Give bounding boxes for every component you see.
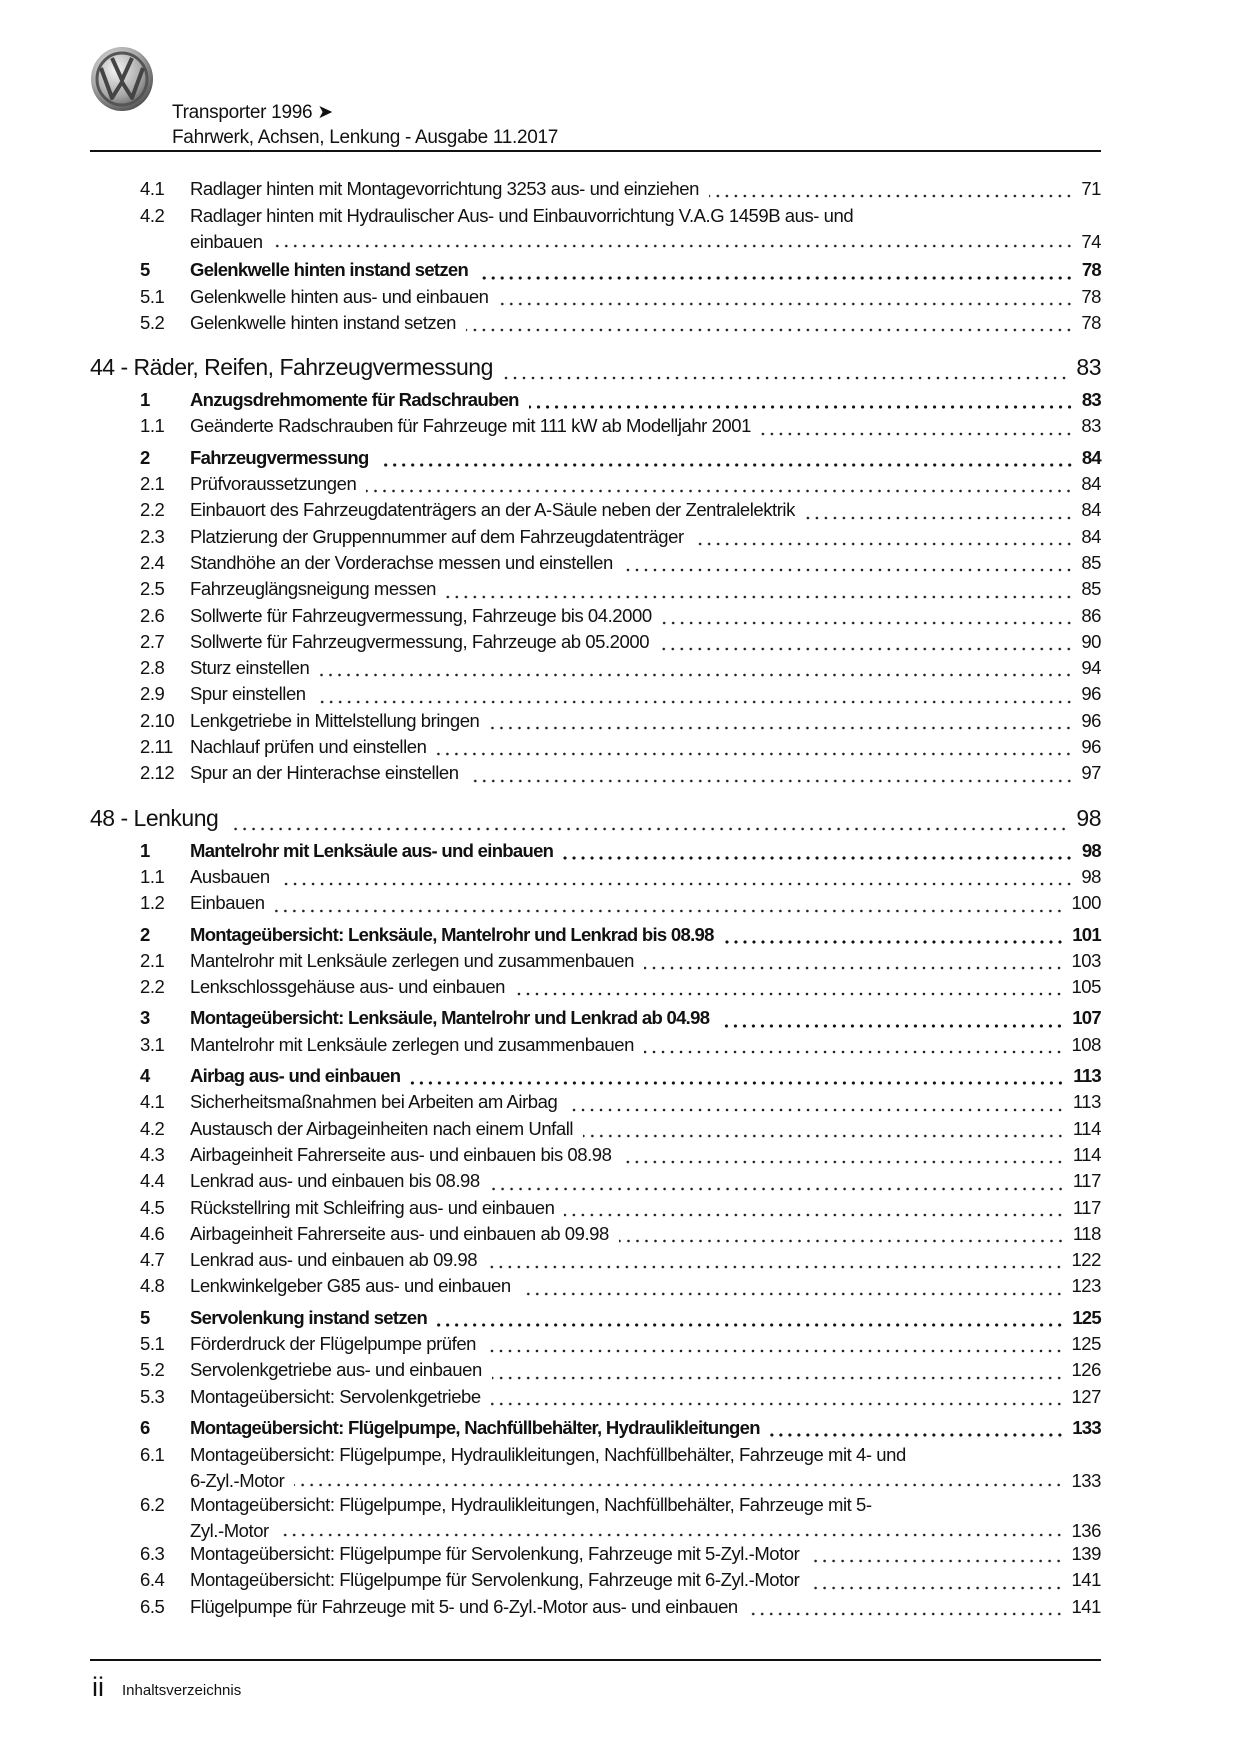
entry-title: Montageübersicht: Flügelpumpe, Nachfüllbehälter, Hydraulikleitungen <box>190 1416 760 1438</box>
entry-title: Standhöhe an der Vorderachse messen und einstellen <box>190 551 613 573</box>
entry-page[interactable]: 103 <box>1071 949 1101 971</box>
entry-page[interactable]: 117 <box>1072 1170 1101 1192</box>
entry-number: 6.2 <box>140 1494 165 1516</box>
dot-leader <box>623 550 1073 576</box>
toc-entry-item[interactable] <box>90 176 1101 202</box>
toc-entry-item[interactable] <box>90 864 1101 890</box>
entry-page[interactable]: 78 <box>1081 285 1101 307</box>
toc-entry-item[interactable] <box>90 524 1101 550</box>
entry-number: 6 <box>140 1416 150 1438</box>
dot-leader <box>492 1358 1064 1384</box>
entry-number: 6.1 <box>140 1444 165 1466</box>
entry-page[interactable]: 84 <box>1081 525 1101 547</box>
toc-entry-item[interactable] <box>90 1273 1101 1299</box>
dot-leader <box>809 1541 1063 1567</box>
toc-entry-item[interactable] <box>90 1116 1101 1142</box>
toc-entry-item[interactable] <box>90 890 1101 916</box>
entry-title: Montageübersicht: Flügelpumpe für Servolenkung, Fahrzeuge mit 5-Zyl.-Motor <box>190 1543 800 1565</box>
dot-leader <box>228 807 1068 833</box>
dot-leader <box>563 838 1074 864</box>
dot-leader <box>748 1594 1064 1620</box>
entry-title: Airbag aus- und einbauen <box>190 1065 401 1087</box>
dot-leader <box>466 310 1073 336</box>
dot-leader <box>275 891 1064 917</box>
dot-leader <box>770 1415 1064 1441</box>
entry-number: 5.3 <box>140 1385 165 1407</box>
toc-entry-section[interactable] <box>90 838 1101 864</box>
entry-title: Gelenkwelle hinten instand setzen <box>190 259 469 281</box>
entry-number: 4.1 <box>140 1091 165 1113</box>
entry-number: 2.8 <box>140 657 165 679</box>
entry-number: 4.4 <box>140 1170 165 1192</box>
toc-entry-item[interactable] <box>90 974 1101 1000</box>
entry-number: 1.2 <box>140 892 165 914</box>
dot-leader <box>644 948 1064 974</box>
entry-title: Montageübersicht: Lenksäule, Mantelrohr und Lenkrad ab 04.98 <box>190 1007 710 1029</box>
entry-title: Einbauen <box>190 892 265 914</box>
toc-entry-item[interactable] <box>90 550 1101 576</box>
entry-title: Mantelrohr mit Lenksäule zerlegen und zusammenbauen <box>190 949 634 971</box>
entry-page[interactable]: 122 <box>1071 1249 1101 1271</box>
footer-divider <box>90 1659 1101 1661</box>
toc-entry-section[interactable] <box>90 1005 1101 1031</box>
dot-leader <box>469 761 1074 787</box>
entry-number: 5.1 <box>140 285 165 307</box>
entry-page[interactable]: 85 <box>1081 578 1101 600</box>
toc-entry-item[interactable] <box>90 708 1101 734</box>
entry-title-continued: 6-Zyl.-Motor <box>190 1470 285 1492</box>
toc-entry-chapter[interactable] <box>90 352 1101 382</box>
toc-entry-item[interactable] <box>90 202 1101 252</box>
entry-page[interactable]: 123 <box>1071 1275 1101 1297</box>
entry-number: 4.2 <box>140 205 165 227</box>
entry-page[interactable]: 78 <box>1081 259 1101 281</box>
entry-number: 6.4 <box>140 1569 165 1591</box>
dot-leader <box>478 258 1074 284</box>
toc-entry-item[interactable] <box>90 734 1101 760</box>
toc-entry-item[interactable] <box>90 284 1101 310</box>
entry-number: 2.10 <box>140 709 175 731</box>
entry-title: Montageübersicht: Lenksäule, Mantelrohr und Lenkrad bis 08.98 <box>190 923 714 945</box>
header-title: Transporter 1996 ➤ <box>172 102 333 123</box>
header-divider <box>90 150 1101 152</box>
toc-entry-item[interactable] <box>90 1168 1101 1194</box>
toc-entry-item[interactable] <box>90 497 1101 523</box>
entry-title: Fahrzeugvermessung <box>190 446 369 468</box>
toc-entry-item[interactable] <box>90 1195 1101 1221</box>
toc-entry-item[interactable] <box>90 1032 1101 1058</box>
entry-page[interactable]: 94 <box>1081 657 1101 679</box>
dot-leader <box>694 524 1074 550</box>
toc-entry-item[interactable] <box>90 1357 1101 1383</box>
entry-title: Fahrzeuglängsneigung messen <box>190 578 436 600</box>
dot-leader <box>446 577 1073 603</box>
entry-page[interactable]: 71 <box>1081 178 1101 199</box>
toc-entry-item[interactable] <box>90 1491 1101 1541</box>
toc-entry-section[interactable] <box>90 922 1101 948</box>
dot-leader <box>521 1274 1064 1300</box>
entry-title: Sollwerte für Fahrzeugvermessung, Fahrzeuge ab 05.2000 <box>190 630 650 652</box>
entry-title: Rückstellring mit Schleifring aus- und einbauen <box>190 1196 555 1218</box>
toc-entry-continuation[interactable] <box>90 226 1101 252</box>
dot-leader <box>379 445 1074 471</box>
entry-page[interactable]: 114 <box>1072 1117 1101 1139</box>
entry-number: 2.2 <box>140 499 165 521</box>
dot-leader <box>515 974 1063 1000</box>
dot-leader <box>499 284 1074 310</box>
toc-entry-item[interactable] <box>90 681 1101 707</box>
toc-entry-section[interactable] <box>90 1063 1101 1089</box>
entry-page[interactable]: 84 <box>1081 499 1101 521</box>
toc-entry-item[interactable] <box>90 1247 1101 1273</box>
entry-number: 2.3 <box>140 525 165 547</box>
entry-page[interactable]: 101 <box>1072 923 1101 945</box>
dot-leader <box>319 655 1073 681</box>
entry-number: 6.3 <box>140 1543 165 1565</box>
dot-leader <box>724 922 1064 948</box>
entry-page[interactable]: 84 <box>1081 446 1101 468</box>
toc-entry-first-line <box>90 1491 1101 1515</box>
entry-number: 4.5 <box>140 1196 165 1218</box>
dot-leader <box>280 864 1074 890</box>
entry-title: Airbageinheit Fahrerseite aus- und einbauen bis 08.98 <box>190 1143 612 1165</box>
entry-title: Lenkschlossgehäuse aus- und einbauen <box>190 976 505 998</box>
entry-number: 2.9 <box>140 683 165 705</box>
entry-title: Mantelrohr mit Lenksäule aus- und einbauen <box>190 839 554 861</box>
toc-entry-section[interactable] <box>90 445 1101 471</box>
toc-entry-item[interactable] <box>90 1567 1101 1593</box>
entry-title: Airbageinheit Fahrerseite aus- und einbauen ab 09.98 <box>190 1222 609 1244</box>
entry-number: 5.2 <box>140 311 165 333</box>
entry-title: Nachlauf prüfen und einstellen <box>190 736 427 758</box>
toc-entry-section[interactable] <box>90 387 1101 413</box>
entry-number: 1 <box>140 839 150 861</box>
dot-leader <box>567 1090 1065 1116</box>
entry-page[interactable]: 139 <box>1071 1543 1101 1565</box>
entry-title: Montageübersicht: Servolenkgetriebe <box>190 1385 481 1407</box>
entry-title: Servolenkgetriebe aus- und einbauen <box>190 1359 482 1381</box>
entry-title: Sollwerte für Fahrzeugvermessung, Fahrzeuge bis 04.2000 <box>190 604 652 626</box>
toc-entry-item[interactable] <box>90 629 1101 655</box>
toc-entry-item[interactable] <box>90 471 1101 497</box>
entry-page[interactable]: 100 <box>1071 892 1101 914</box>
entry-number: 4.7 <box>140 1249 165 1271</box>
entry-title: Gelenkwelle hinten aus- und einbauen <box>190 285 489 307</box>
entry-title: Lenkrad aus- und einbauen bis 08.98 <box>190 1170 480 1192</box>
toc-entry-chapter[interactable] <box>90 803 1101 833</box>
entry-page[interactable]: 127 <box>1071 1385 1101 1407</box>
entry-title: Montageübersicht: Flügelpumpe, Hydraulikleitungen, Nachfüllbehälter, Fahrzeuge mit 5- <box>190 1494 872 1516</box>
entry-title: 44 - Räder, Reifen, Fahrzeugvermessung <box>90 354 493 381</box>
entry-number: 2.1 <box>140 949 165 971</box>
entry-page[interactable]: 84 <box>1081 473 1101 495</box>
dot-leader <box>294 1465 1063 1491</box>
entry-title: Montageübersicht: Flügelpumpe für Servolenkung, Fahrzeuge mit 6-Zyl.-Motor <box>190 1569 800 1591</box>
entry-number: 4.6 <box>140 1222 165 1244</box>
entry-page[interactable]: 118 <box>1072 1222 1101 1244</box>
toc-entry-section[interactable] <box>90 257 1101 283</box>
entry-number: 2.1 <box>140 473 165 495</box>
entry-title: Lenkwinkelgeber G85 aus- und einbauen <box>190 1275 511 1297</box>
entry-number: 2.6 <box>140 604 165 626</box>
entry-page[interactable]: 83 <box>1081 415 1101 437</box>
entry-title: Einbauort des Fahrzeugdatenträgers an der A-Säule neben der Zentralelektrik <box>190 499 795 521</box>
entry-number: 2.5 <box>140 578 165 600</box>
toc-entry-item[interactable] <box>90 1331 1101 1357</box>
footer-page-number: ii <box>92 1672 104 1702</box>
entry-number: 4.3 <box>140 1143 165 1165</box>
entry-number: 3.1 <box>140 1033 165 1055</box>
entry-number: 2.7 <box>140 630 165 652</box>
toc-entry-item[interactable] <box>90 310 1101 336</box>
entry-page[interactable]: 141 <box>1071 1595 1101 1617</box>
toc-entry-item[interactable] <box>90 413 1101 439</box>
entry-page[interactable]: 105 <box>1071 976 1101 998</box>
entry-number: 2 <box>140 446 150 468</box>
entry-page[interactable]: 96 <box>1081 736 1101 758</box>
entry-page[interactable]: 114 <box>1072 1143 1101 1165</box>
toc-entry-item[interactable] <box>90 948 1101 974</box>
entry-page[interactable]: 136 <box>1071 1520 1101 1542</box>
toc-entry-section[interactable] <box>90 1415 1101 1441</box>
entry-page[interactable]: 133 <box>1072 1416 1101 1438</box>
dot-leader <box>529 387 1074 413</box>
entry-title: Förderdruck der Flügelpumpe prüfen <box>190 1332 476 1354</box>
entry-title: Spur an der Hinterachse einstellen <box>190 762 459 784</box>
entry-number: 4.1 <box>140 178 165 199</box>
entry-page[interactable]: 86 <box>1081 604 1101 626</box>
dot-leader <box>486 1331 1063 1357</box>
dot-leader <box>436 734 1073 760</box>
entry-number: 2 <box>140 923 150 945</box>
toc-entry-item[interactable] <box>90 603 1101 629</box>
entry-title: Radlager hinten mit Hydraulischer Aus- und Einbauvorrichtung V.A.G 1459B aus- und <box>190 205 854 227</box>
dot-leader <box>410 1063 1065 1089</box>
entry-title: Servolenkung instand setzen <box>190 1306 428 1328</box>
entry-page[interactable]: 98 <box>1076 804 1101 831</box>
toc-entry-item[interactable] <box>90 1142 1101 1168</box>
entry-page[interactable]: 126 <box>1071 1359 1101 1381</box>
entry-number: 2.11 <box>140 736 173 758</box>
dot-leader <box>273 226 1074 252</box>
dot-leader <box>761 414 1073 440</box>
entry-title: Austausch der Airbageinheiten nach einem Unfall <box>190 1117 574 1139</box>
entry-title: Anzugsdrehmomente für Radschrauben <box>190 389 519 411</box>
dot-leader <box>809 1568 1063 1594</box>
entry-page[interactable]: 83 <box>1081 389 1101 411</box>
dot-leader <box>279 1515 1064 1541</box>
entry-number: 5 <box>140 1306 150 1328</box>
entry-title: Sicherheitsmaßnahmen bei Arbeiten am Airbag <box>190 1091 558 1113</box>
entry-page[interactable]: 90 <box>1081 630 1101 652</box>
dot-leader <box>662 603 1074 629</box>
dot-leader <box>487 1247 1063 1273</box>
entry-title: Montageübersicht: Flügelpumpe, Hydraulikleitungen, Nachfüllbehälter, Fahrzeuge mit 4- und <box>190 1444 906 1466</box>
table-of-contents <box>90 176 1101 1620</box>
entry-number: 4.2 <box>140 1117 165 1139</box>
entry-title: 48 - Lenkung <box>90 804 219 831</box>
entry-number: 5.2 <box>140 1359 165 1381</box>
entry-number: 4 <box>140 1065 150 1087</box>
entry-number: 5 <box>140 259 150 281</box>
toc-entry-item[interactable] <box>90 576 1101 602</box>
entry-number: 3 <box>140 1007 150 1029</box>
toc-entry-section[interactable] <box>90 1305 1101 1331</box>
entry-number: 2.2 <box>140 976 165 998</box>
dot-leader <box>503 356 1069 382</box>
toc-entry-item[interactable] <box>90 1441 1101 1491</box>
entry-page[interactable]: 117 <box>1072 1196 1101 1218</box>
dot-leader <box>621 1142 1064 1168</box>
entry-title: Gelenkwelle hinten instand setzen <box>190 311 456 333</box>
entry-title: Sturz einstellen <box>190 657 310 679</box>
entry-page[interactable]: 141 <box>1071 1569 1101 1591</box>
entry-title-continued: einbauen <box>190 231 263 253</box>
toc-entry-item[interactable] <box>90 760 1101 786</box>
entry-number: 6.5 <box>140 1595 165 1617</box>
entry-title: Spur einstellen <box>190 683 306 705</box>
entry-page[interactable]: 97 <box>1081 762 1101 784</box>
dot-leader <box>490 1169 1065 1195</box>
entry-number: 2.4 <box>140 551 165 573</box>
entry-title: Ausbauen <box>190 865 270 887</box>
entry-page[interactable]: 133 <box>1071 1470 1101 1492</box>
toc-entry-item[interactable] <box>90 1541 1101 1567</box>
entry-page[interactable]: 113 <box>1073 1065 1101 1087</box>
entry-page[interactable]: 125 <box>1071 1332 1101 1354</box>
entry-page[interactable]: 113 <box>1072 1091 1101 1113</box>
entry-number: 1.1 <box>140 415 165 437</box>
entry-page[interactable]: 125 <box>1072 1306 1101 1328</box>
entry-title-continued: Zyl.-Motor <box>190 1520 269 1542</box>
entry-page[interactable]: 74 <box>1081 231 1101 253</box>
dot-leader <box>316 682 1074 708</box>
dot-leader <box>489 708 1073 734</box>
entry-title: Radlager hinten mit Montagevorrichtung 3253 aus- und einziehen <box>190 178 699 199</box>
dot-leader <box>491 1384 1064 1410</box>
toc-entry-first-line <box>90 202 1101 226</box>
header-subtitle: Fahrwerk, Achsen, Lenkung - Ausgabe 11.2017 <box>172 127 559 148</box>
toc-entry-continuation[interactable] <box>90 1465 1101 1491</box>
dot-leader <box>709 176 1073 202</box>
dot-leader <box>366 471 1073 497</box>
entry-number: 5.1 <box>140 1332 165 1354</box>
dot-leader <box>564 1195 1064 1221</box>
entry-page[interactable]: 85 <box>1081 551 1101 573</box>
toc-entry-item[interactable] <box>90 655 1101 681</box>
toc-entry-continuation[interactable] <box>90 1515 1101 1541</box>
entry-title: Flügelpumpe für Fahrzeuge mit 5- und 6-Zyl.-Motor aus- und einbauen <box>190 1595 738 1617</box>
entry-title: Platzierung der Gruppennummer auf dem Fahrzeugdatenträger <box>190 525 684 547</box>
dot-leader <box>805 498 1073 524</box>
entry-page[interactable]: 96 <box>1081 683 1101 705</box>
dot-leader <box>719 1006 1064 1032</box>
entry-page[interactable]: 96 <box>1081 709 1101 731</box>
toc-entry-item[interactable] <box>90 1089 1101 1115</box>
footer-label: Inhaltsverzeichnis <box>122 1682 242 1699</box>
toc-entry-first-line <box>90 1441 1101 1465</box>
dot-leader <box>583 1116 1065 1142</box>
entry-number: 4.8 <box>140 1275 165 1297</box>
entry-number: 1.1 <box>140 865 165 887</box>
vw-logo <box>90 46 154 112</box>
toc-entry-item[interactable] <box>90 1221 1101 1247</box>
dot-leader <box>659 629 1073 655</box>
entry-number: 1 <box>140 389 150 411</box>
toc-entry-item[interactable] <box>90 1594 1101 1620</box>
entry-page[interactable]: 98 <box>1081 839 1101 861</box>
entry-page[interactable]: 108 <box>1071 1033 1101 1055</box>
dot-leader <box>619 1221 1065 1247</box>
entry-title: Mantelrohr mit Lenksäule zerlegen und zusammenbauen <box>190 1033 634 1055</box>
entry-title: Geänderte Radschrauben für Fahrzeuge mit 111 kW ab Modelljahr 2001 <box>190 415 751 437</box>
entry-page[interactable]: 98 <box>1081 865 1101 887</box>
entry-page[interactable]: 83 <box>1076 354 1101 381</box>
entry-title: Lenkrad aus- und einbauen ab 09.98 <box>190 1249 478 1271</box>
dot-leader <box>437 1305 1064 1331</box>
entry-title: Lenkgetriebe in Mittelstellung bringen <box>190 709 480 731</box>
toc-entry-item[interactable] <box>90 1384 1101 1410</box>
entry-number: 2.12 <box>140 762 175 784</box>
entry-title: Prüfvoraussetzungen <box>190 473 357 495</box>
dot-leader <box>644 1032 1064 1058</box>
entry-page[interactable]: 107 <box>1072 1007 1101 1029</box>
entry-page[interactable]: 78 <box>1081 311 1101 333</box>
